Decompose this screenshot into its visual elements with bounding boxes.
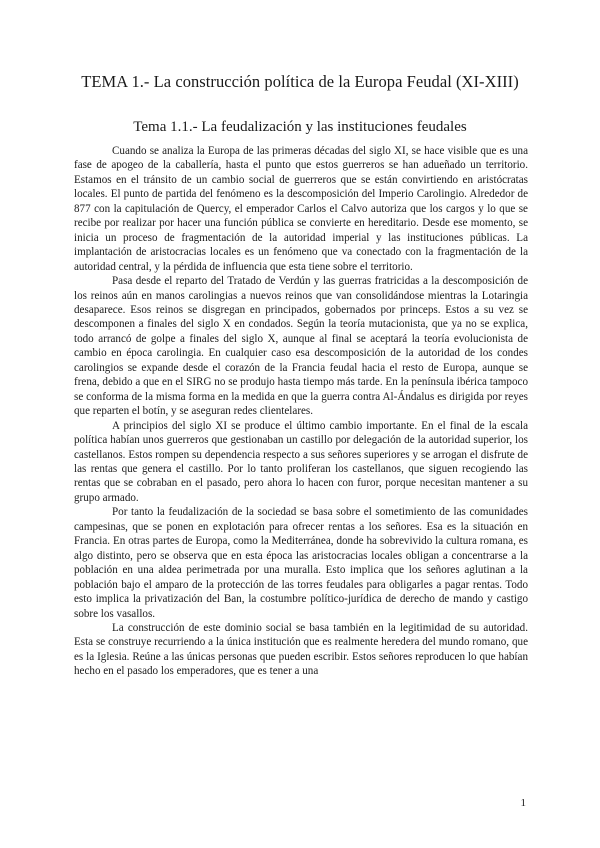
body-text xyxy=(74,144,528,679)
paragraph-5: La construcción de este dominio social se basa también en la legitimidad de su autoridad. Esta se construye recurriendo a la única institución que es realmente heredera del mundo romano, que es la Iglesia. Reúne a las únicas personas que pueden escribir. Estos señores reproducen lo que habían hecho en el pasado los emperadores, que es tener a una xyxy=(74,621,528,678)
section-title: Tema 1.1.- La feudalización y las instituciones feudales xyxy=(133,119,467,135)
paragraph-3: A principios del siglo XI se produce el último cambio importante. En el final de la escala política habían unos guerreros que gestionaban un castillo por delegación de la autoridad superior, los castellanos. Estos rompen su dependencia respecto a sus señores superiores y se arrogan el disfrute de las rentas que genera el castillo. Por lo tanto proliferan los castellanos, que siguen recogiendo las rentas que se cobraban en el pasado, pero ahora lo hacen con furor, porque necesitan mantener a su grupo armado. xyxy=(74,419,528,504)
paragraph-1: Cuando se analiza la Europa de las primeras décadas del siglo XI, se hace visible que es una fase de apogeo de la caballería, hasta el punto que estos guerreros se han adueñado un territorio. Estamos en el tránsito de un cambio social de guerreros que se están convirtiendo en aristócratas locales. El punto de partida del fenómeno es la descomposición del Imperio Carolingio. Alrededor de 877 con la capitulación de Quercy, el emperador Carlos el Calvo autoriza que los cargos y lo que se recibe por realizar por hacer una función pública se convierte en hereditario. Desde ese momento, se inicia un proceso de fragmentación de la autoridad imperial y las instituciones públicas. La implantación de aristocracias locales es un fenómeno que va conectado con la fragmentación de la autoridad central, y la pérdida de influencia que esta tiene sobre el territorio. xyxy=(74,145,528,273)
page-number: 1 xyxy=(520,797,526,809)
paragraph-2: Pasa desde el reparto del Tratado de Verdún y las guerras fratricidas a la descomposición de los reinos aún en manos carolingias a nuevos reinos que van consolidándose mientras la Lotaringia desaparece. Esos reinos se disgregan en principados, gobernados por princeps. Estos a su vez se descomponen a finales del siglo X en condados. Según la teoría mutacionista, que ya no se explica, todo arrancó de golpe a finales del siglo X, aunque al final se aceptará la teoría evolucionista de cambio en época carolingia. En cualquier caso esa descomposición de la autoridad de los condes carolingios se expande desde el corazón de la Francia feudal hacia el resto de Europa, aunque se frena, debido a que en el SIRG no se produjo hasta tiempo más tarde. En la península ibérica tampoco se conforma de la misma forma en la medida en que la guerra contra Al-Ándalus es dirigida por reyes que reparten el botín, y se aseguran redes clientelares. xyxy=(74,275,528,418)
document-title: TEMA 1.- La construcción política de la Europa Feudal (XI-XIII) xyxy=(81,72,519,91)
paragraph-4: Por tanto la feudalización de la sociedad se basa sobre el sometimiento de las comunidades campesinas, que se ponen en explotación para ofrecer rentas a los señores. Esa es la situación en Francia. En otras partes de Europa, como la Mediterránea, donde ha sobrevivido la cultura romana, es algo distinto, pero se observa que en esta época las aristocracias locales obligan a concentrarse a la población en una aldea perimetrada por una muralla. Esto implica que los señores aglutinan a la población bajo el amparo de la protección de las torres feudales para obligarles a pagar rentas. Todo esto implica la privatización del Ban, la costumbre político-jurídica de derecho de mando y castigo sobre los vasallos. xyxy=(74,506,528,620)
